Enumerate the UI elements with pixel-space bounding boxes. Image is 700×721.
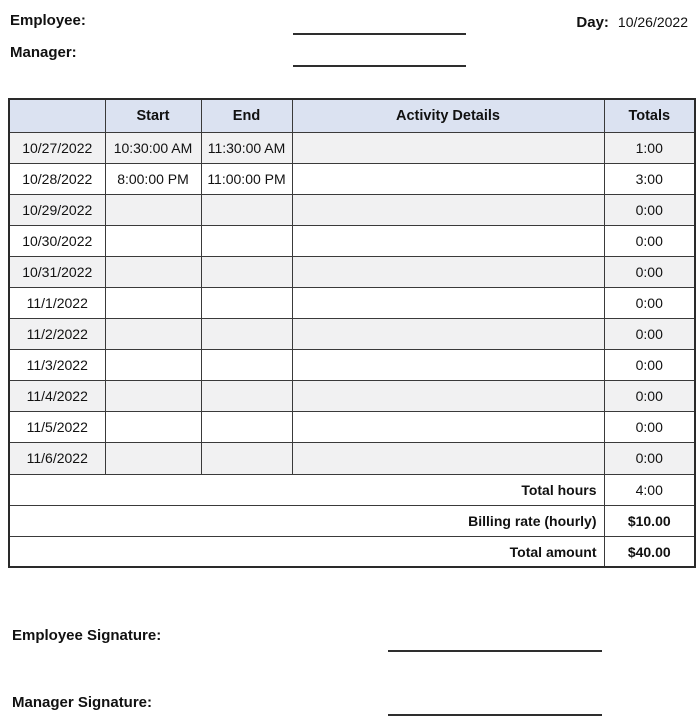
date-cell[interactable]: 11/1/2022 (9, 287, 105, 318)
start-cell[interactable] (105, 443, 201, 474)
start-cell[interactable]: 10:30:00 AM (105, 132, 201, 163)
table-row (9, 225, 695, 256)
activity-cell[interactable] (292, 319, 604, 350)
table-row (9, 194, 695, 225)
end-cell[interactable] (201, 319, 292, 350)
date-cell[interactable]: 10/30/2022 (9, 225, 105, 256)
table-row (9, 381, 695, 412)
summary-row-billing-rate (9, 505, 695, 536)
end-cell[interactable] (201, 381, 292, 412)
employee-name-line[interactable] (293, 33, 466, 35)
table-row (9, 412, 695, 443)
start-cell[interactable] (105, 381, 201, 412)
date-cell[interactable]: 10/28/2022 (9, 163, 105, 194)
total-cell[interactable]: 0:00 (604, 443, 695, 474)
manager-signature-line[interactable] (388, 714, 602, 716)
start-cell[interactable] (105, 412, 201, 443)
total-amount-value[interactable]: $40.00 (604, 536, 695, 567)
date-cell[interactable]: 11/3/2022 (9, 350, 105, 381)
end-cell[interactable] (201, 443, 292, 474)
start-cell[interactable]: 8:00:00 PM (105, 163, 201, 194)
table-row (9, 132, 695, 163)
employee-signature-line[interactable] (388, 650, 602, 652)
summary-row-total-amount (9, 536, 695, 567)
employee-label: Employee: (10, 12, 86, 29)
activity-cell[interactable] (292, 194, 604, 225)
summary-row-total-hours (9, 474, 695, 505)
table-row (9, 319, 695, 350)
day-field (576, 14, 688, 31)
end-cell[interactable] (201, 225, 292, 256)
column-header-start: Start (105, 99, 201, 132)
activity-cell[interactable] (292, 412, 604, 443)
start-cell[interactable] (105, 350, 201, 381)
activity-cell[interactable] (292, 225, 604, 256)
activity-cell[interactable] (292, 163, 604, 194)
manager-signature-label: Manager Signature: (12, 694, 153, 711)
activity-cell[interactable] (292, 381, 604, 412)
total-cell[interactable]: 0:00 (604, 287, 695, 318)
start-cell[interactable] (105, 194, 201, 225)
total-hours-label: Total hours (9, 474, 604, 505)
column-header-end: End (201, 99, 292, 132)
activity-cell[interactable] (292, 256, 604, 287)
billing-rate-value[interactable]: $10.00 (604, 505, 695, 536)
activity-cell[interactable] (292, 443, 604, 474)
date-cell[interactable]: 11/2/2022 (9, 319, 105, 350)
end-cell[interactable] (201, 287, 292, 318)
start-cell[interactable] (105, 225, 201, 256)
total-cell[interactable]: 1:00 (604, 132, 695, 163)
total-cell[interactable]: 0:00 (604, 350, 695, 381)
total-cell[interactable]: 0:00 (604, 319, 695, 350)
activity-cell[interactable] (292, 132, 604, 163)
day-label: Day: (576, 14, 609, 31)
total-cell[interactable]: 0:00 (604, 194, 695, 225)
total-cell[interactable]: 0:00 (604, 381, 695, 412)
activity-cell[interactable] (292, 350, 604, 381)
employee-signature-label: Employee Signature: (12, 627, 162, 644)
date-cell[interactable]: 11/4/2022 (9, 381, 105, 412)
manager-label: Manager: (10, 44, 77, 61)
date-cell[interactable]: 10/27/2022 (9, 132, 105, 163)
manager-name-line[interactable] (293, 65, 466, 67)
column-header-activity-details: Activity Details (292, 99, 604, 132)
start-cell[interactable] (105, 287, 201, 318)
table-row (9, 287, 695, 318)
total-cell[interactable]: 0:00 (604, 256, 695, 287)
total-cell[interactable]: 0:00 (604, 412, 695, 443)
header-row (9, 99, 695, 132)
activity-cell[interactable] (292, 287, 604, 318)
billing-rate-label: Billing rate (hourly) (9, 505, 604, 536)
end-cell[interactable] (201, 256, 292, 287)
column-header-totals: Totals (604, 99, 695, 132)
end-cell[interactable]: 11:30:00 AM (201, 132, 292, 163)
table-row (9, 163, 695, 194)
end-cell[interactable] (201, 350, 292, 381)
end-cell[interactable] (201, 194, 292, 225)
total-amount-label: Total amount (9, 536, 604, 567)
total-hours-value[interactable]: 4:00 (604, 474, 695, 505)
day-value[interactable]: 10/26/2022 (617, 14, 688, 30)
column-header-date (9, 99, 105, 132)
start-cell[interactable] (105, 256, 201, 287)
total-cell[interactable]: 3:00 (604, 163, 695, 194)
table-row (9, 443, 695, 474)
date-cell[interactable]: 11/6/2022 (9, 443, 105, 474)
timesheet-table (8, 98, 696, 568)
date-cell[interactable]: 10/31/2022 (9, 256, 105, 287)
table-row (9, 350, 695, 381)
table-row (9, 256, 695, 287)
date-cell[interactable]: 10/29/2022 (9, 194, 105, 225)
end-cell[interactable] (201, 412, 292, 443)
total-cell[interactable]: 0:00 (604, 225, 695, 256)
start-cell[interactable] (105, 319, 201, 350)
date-cell[interactable]: 11/5/2022 (9, 412, 105, 443)
end-cell[interactable]: 11:00:00 PM (201, 163, 292, 194)
